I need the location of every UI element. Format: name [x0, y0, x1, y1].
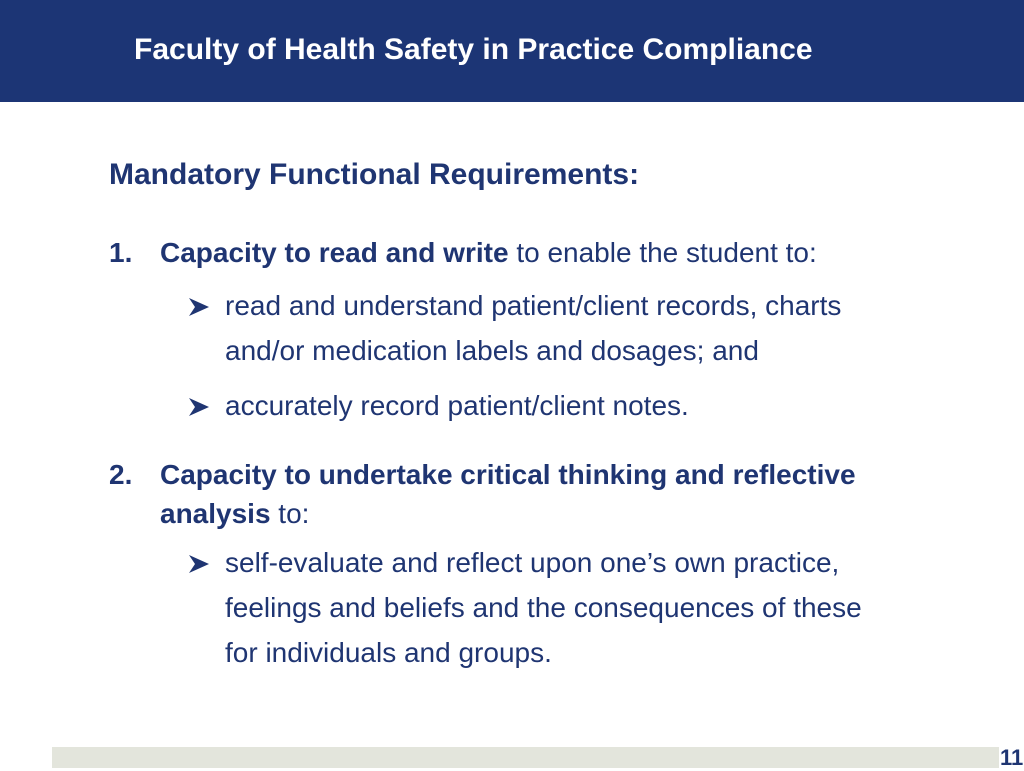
item-heading	[160, 497, 309, 531]
item-number: 2.	[109, 459, 133, 490]
item-heading-bold: Capacity to read and write	[160, 237, 509, 268]
slide-title: Faculty of Health Safety in Practice Compliance	[134, 33, 813, 66]
arrow-bullet-icon	[188, 553, 210, 575]
item-heading-bold: analysis	[160, 498, 271, 529]
bullet-line: self-evaluate and reflect upon one’s own practice,	[225, 547, 840, 578]
bullet-line: feelings and beliefs and the consequences of these	[225, 592, 862, 623]
item-heading-rest: to enable the student to:	[508, 237, 817, 268]
footer-bar	[52, 747, 999, 768]
bullet-line: accurately record patient/client notes.	[225, 390, 689, 421]
arrow-bullet-icon	[188, 296, 210, 318]
item-number: 1.	[109, 237, 133, 268]
section-heading: Mandatory Functional Requirements:	[109, 158, 640, 191]
item-heading-rest: to:	[270, 498, 310, 529]
arrow-bullet-icon	[188, 396, 210, 418]
bullet-line: and/or medication labels and dosages; and	[225, 335, 759, 366]
header-bar	[0, 0, 1024, 102]
page-number: 11	[1000, 745, 1024, 770]
bullet-line: read and understand patient/client records, charts	[225, 290, 842, 321]
item-heading	[160, 236, 817, 270]
item-heading-bold: Capacity to undertake critical thinking and reflective	[160, 459, 856, 490]
bullet-line: for individuals and groups.	[225, 637, 552, 668]
